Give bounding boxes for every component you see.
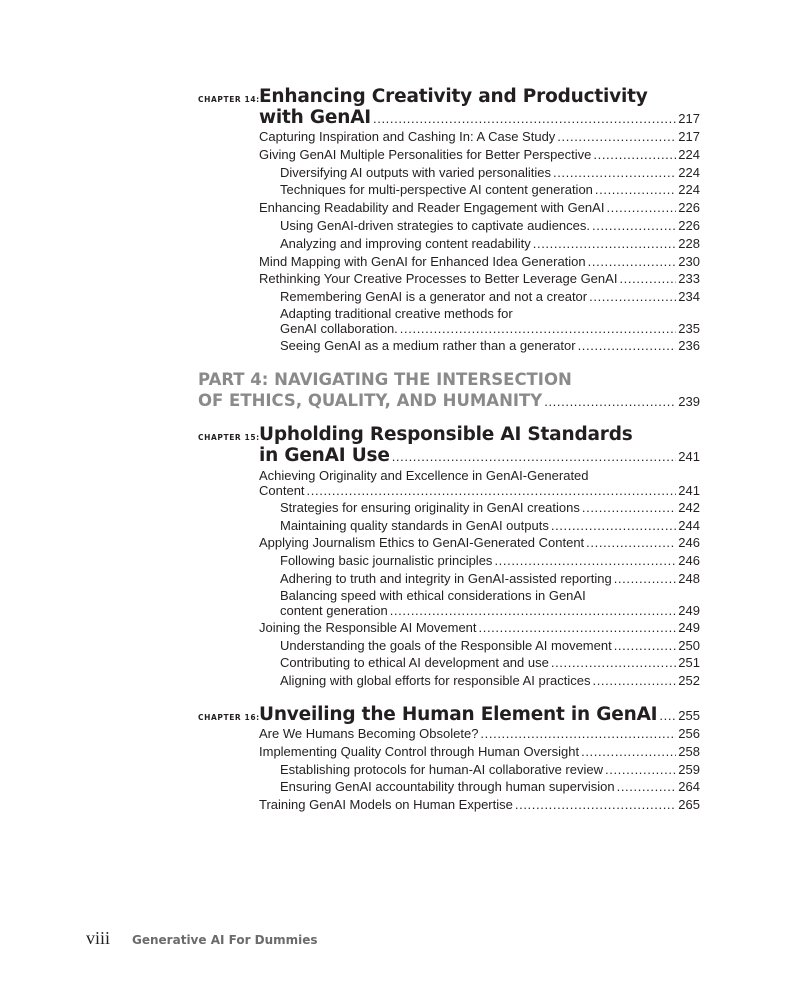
page-number: 249 <box>678 619 700 635</box>
page-number: 224 <box>678 164 700 180</box>
chapter-title: Unveiling the Human Element in GenAI <box>259 703 658 725</box>
page-number: 235 <box>678 321 700 337</box>
chapter-title-row <box>259 445 700 466</box>
entry-text: Diversifying AI outputs with varied personalities <box>280 164 551 180</box>
toc-entry <box>259 796 700 814</box>
leader-dots <box>619 270 676 288</box>
toc-entry <box>259 253 700 271</box>
chapter-label: CHAPTER 16: <box>198 712 260 722</box>
leader-dots <box>589 288 676 306</box>
leader-dots <box>533 235 677 253</box>
toc-subentry <box>280 235 700 253</box>
page-number: 217 <box>678 129 700 144</box>
leader-dots <box>582 499 676 517</box>
page-number: 251 <box>678 655 700 671</box>
chapter-label: CHAPTER 14: <box>198 95 260 104</box>
leader-dots <box>592 672 676 690</box>
entry-text: Contributing to ethical AI development and use <box>280 655 549 671</box>
page-number: 230 <box>678 253 700 269</box>
leader-dots <box>588 253 677 271</box>
toc-subentry <box>280 181 700 199</box>
page-number: 255 <box>678 707 700 723</box>
toc-subentry <box>280 217 700 235</box>
entry-text: Techniques for multi-perspective AI content generation <box>280 182 593 198</box>
toc-subentry <box>280 164 700 182</box>
toc-entry <box>259 146 700 164</box>
entry-text: Ensuring GenAI accountability through human supervision <box>280 779 615 795</box>
entry-text: Establishing protocols for human-AI collaborative review <box>280 761 603 777</box>
page-number: 228 <box>678 235 700 251</box>
leader-dots <box>392 449 677 464</box>
leader-dots <box>480 725 676 743</box>
entry-text: Capturing Inspiration and Cashing In: A Case Study <box>259 129 556 144</box>
toc-entry <box>259 743 700 761</box>
leader-dots <box>592 217 676 235</box>
toc-subentry <box>280 603 700 619</box>
toc-entry <box>259 128 700 146</box>
entry-text-line1: Achieving Originality and Excellence in GenAI-Generated <box>259 467 589 483</box>
page-number: 249 <box>678 603 700 619</box>
leader-dots <box>479 619 677 637</box>
part-title-cont: OF ETHICS, QUALITY, AND HUMANITY <box>198 390 543 410</box>
toc-entry <box>259 199 700 217</box>
chapter-title: Upholding Responsible AI Standards <box>259 423 633 445</box>
folio-number: viii <box>86 928 111 948</box>
entry-text: Rethinking Your Creative Processes to Better Leverage GenAI <box>259 271 618 287</box>
part-heading <box>198 369 700 412</box>
page-number: 256 <box>678 725 700 741</box>
toc-entry <box>259 483 700 499</box>
page-number: 234 <box>678 289 700 305</box>
leader-dots <box>553 164 676 182</box>
page-footer <box>86 928 318 949</box>
running-book-title: Generative AI For Dummies <box>132 933 318 947</box>
page-number: 224 <box>678 146 700 162</box>
page-number: 239 <box>678 393 700 409</box>
entry-text: Adhering to truth and integrity in GenAI-assisted reporting <box>280 570 612 586</box>
entry-text: Analyzing and improving content readability <box>280 235 531 251</box>
leader-dots <box>400 321 677 337</box>
leader-dots <box>586 534 676 552</box>
toc-subentry <box>280 499 700 517</box>
toc-subentry <box>280 654 700 672</box>
page-number: 217 <box>678 111 700 126</box>
entry-text: Mind Mapping with GenAI for Enhanced Idea Generation <box>259 253 586 269</box>
page-number: 250 <box>678 637 700 653</box>
page-number: 248 <box>678 570 700 586</box>
toc-content <box>198 86 700 814</box>
leader-dots <box>557 128 676 146</box>
toc-subentry <box>280 637 700 655</box>
page-number: 241 <box>678 448 700 464</box>
leader-dots <box>578 337 677 355</box>
chapter-title-cont: in GenAI Use <box>259 444 390 466</box>
entry-text: Seeing GenAI as a medium rather than a generator <box>280 337 576 353</box>
entry-text: Giving GenAI Multiple Personalities for Better Perspective <box>259 146 592 162</box>
page-number: 236 <box>678 337 700 353</box>
chapter-15 <box>198 424 700 466</box>
toc-subentry <box>280 672 700 690</box>
entry-text: Understanding the goals of the Responsible AI movement <box>280 637 612 653</box>
entry-text-line1: Adapting traditional creative methods for <box>280 305 513 321</box>
page-number: 226 <box>678 217 700 233</box>
toc-subentry <box>280 337 700 355</box>
leader-dots <box>307 483 677 499</box>
leader-dots <box>606 199 676 217</box>
page-number: 246 <box>678 535 700 551</box>
page-number: 244 <box>678 517 700 533</box>
chapter-title-row <box>259 107 700 128</box>
chapter-14 <box>198 86 700 128</box>
toc-subentry <box>280 321 700 337</box>
toc-entry <box>259 725 700 743</box>
part-title-row <box>198 390 700 412</box>
entry-text: Content <box>259 483 305 499</box>
toc-subentry <box>280 761 700 779</box>
page-number: 264 <box>678 779 700 795</box>
entry-text-line1: Balancing speed with ethical considerations in GenAI <box>280 587 586 603</box>
toc-entry <box>259 270 700 288</box>
chapter-title: Enhancing Creativity and Productivity <box>259 86 648 107</box>
entry-text: Are We Humans Becoming Obsolete? <box>259 725 479 741</box>
toc-subentry <box>280 570 700 588</box>
entry-text: Strategies for ensuring originality in GenAI creations <box>280 499 580 515</box>
leader-dots <box>593 146 676 164</box>
entry-text: Remembering GenAI is a generator and not a creator <box>280 289 588 305</box>
leader-dots <box>595 181 676 199</box>
page-number: 226 <box>678 200 700 216</box>
leader-dots <box>390 603 677 619</box>
leader-dots <box>605 761 676 779</box>
leader-dots <box>551 654 676 672</box>
page-number: 265 <box>678 797 700 813</box>
page-number: 242 <box>678 499 700 515</box>
page-number: 241 <box>678 483 700 499</box>
entry-text: Maintaining quality standards in GenAI outputs <box>280 517 549 533</box>
entry-text: Using GenAI-driven strategies to captivate audiences. <box>280 217 591 233</box>
leader-dots <box>551 517 676 535</box>
entry-text: content generation <box>280 603 388 619</box>
toc-subentry <box>280 778 700 796</box>
chapter-label: CHAPTER 15: <box>198 432 260 442</box>
toc-subentry <box>280 552 700 570</box>
leader-dots <box>617 778 677 796</box>
leader-dots <box>494 552 676 570</box>
entry-text: Training GenAI Models on Human Expertise <box>259 797 513 813</box>
part-title: PART 4: NAVIGATING THE INTERSECTION <box>198 369 572 389</box>
chapter-16 <box>198 704 700 725</box>
toc-entry <box>259 534 700 552</box>
toc-entry <box>259 619 700 637</box>
leader-dots <box>581 743 676 761</box>
leader-dots <box>544 391 676 412</box>
leader-dots <box>373 111 676 126</box>
toc-subentry <box>280 288 700 306</box>
page-number: 258 <box>678 743 700 759</box>
toc-subentry <box>280 517 700 535</box>
leader-dots <box>659 708 676 723</box>
leader-dots <box>515 796 676 814</box>
page-number: 233 <box>678 271 700 287</box>
entry-text: Enhancing Readability and Reader Engagement with GenAI <box>259 200 605 216</box>
chapter-title-cont: with GenAI <box>259 107 371 128</box>
entry-text: Aligning with global efforts for responsible AI practices <box>280 673 591 689</box>
page-number: 259 <box>678 761 700 777</box>
entry-text: GenAI collaboration. <box>280 321 398 337</box>
entry-text: Following basic journalistic principles <box>280 553 493 569</box>
page-number: 224 <box>678 182 700 198</box>
leader-dots <box>614 570 677 588</box>
page-number: 246 <box>678 553 700 569</box>
entry-text: Implementing Quality Control through Human Oversight <box>259 743 580 759</box>
entry-text: Applying Journalism Ethics to GenAI-Generated Content <box>259 535 585 551</box>
chapter-title-row <box>259 704 700 725</box>
entry-text: Joining the Responsible AI Movement <box>259 619 477 635</box>
leader-dots <box>614 637 677 655</box>
page-number: 252 <box>678 673 700 689</box>
